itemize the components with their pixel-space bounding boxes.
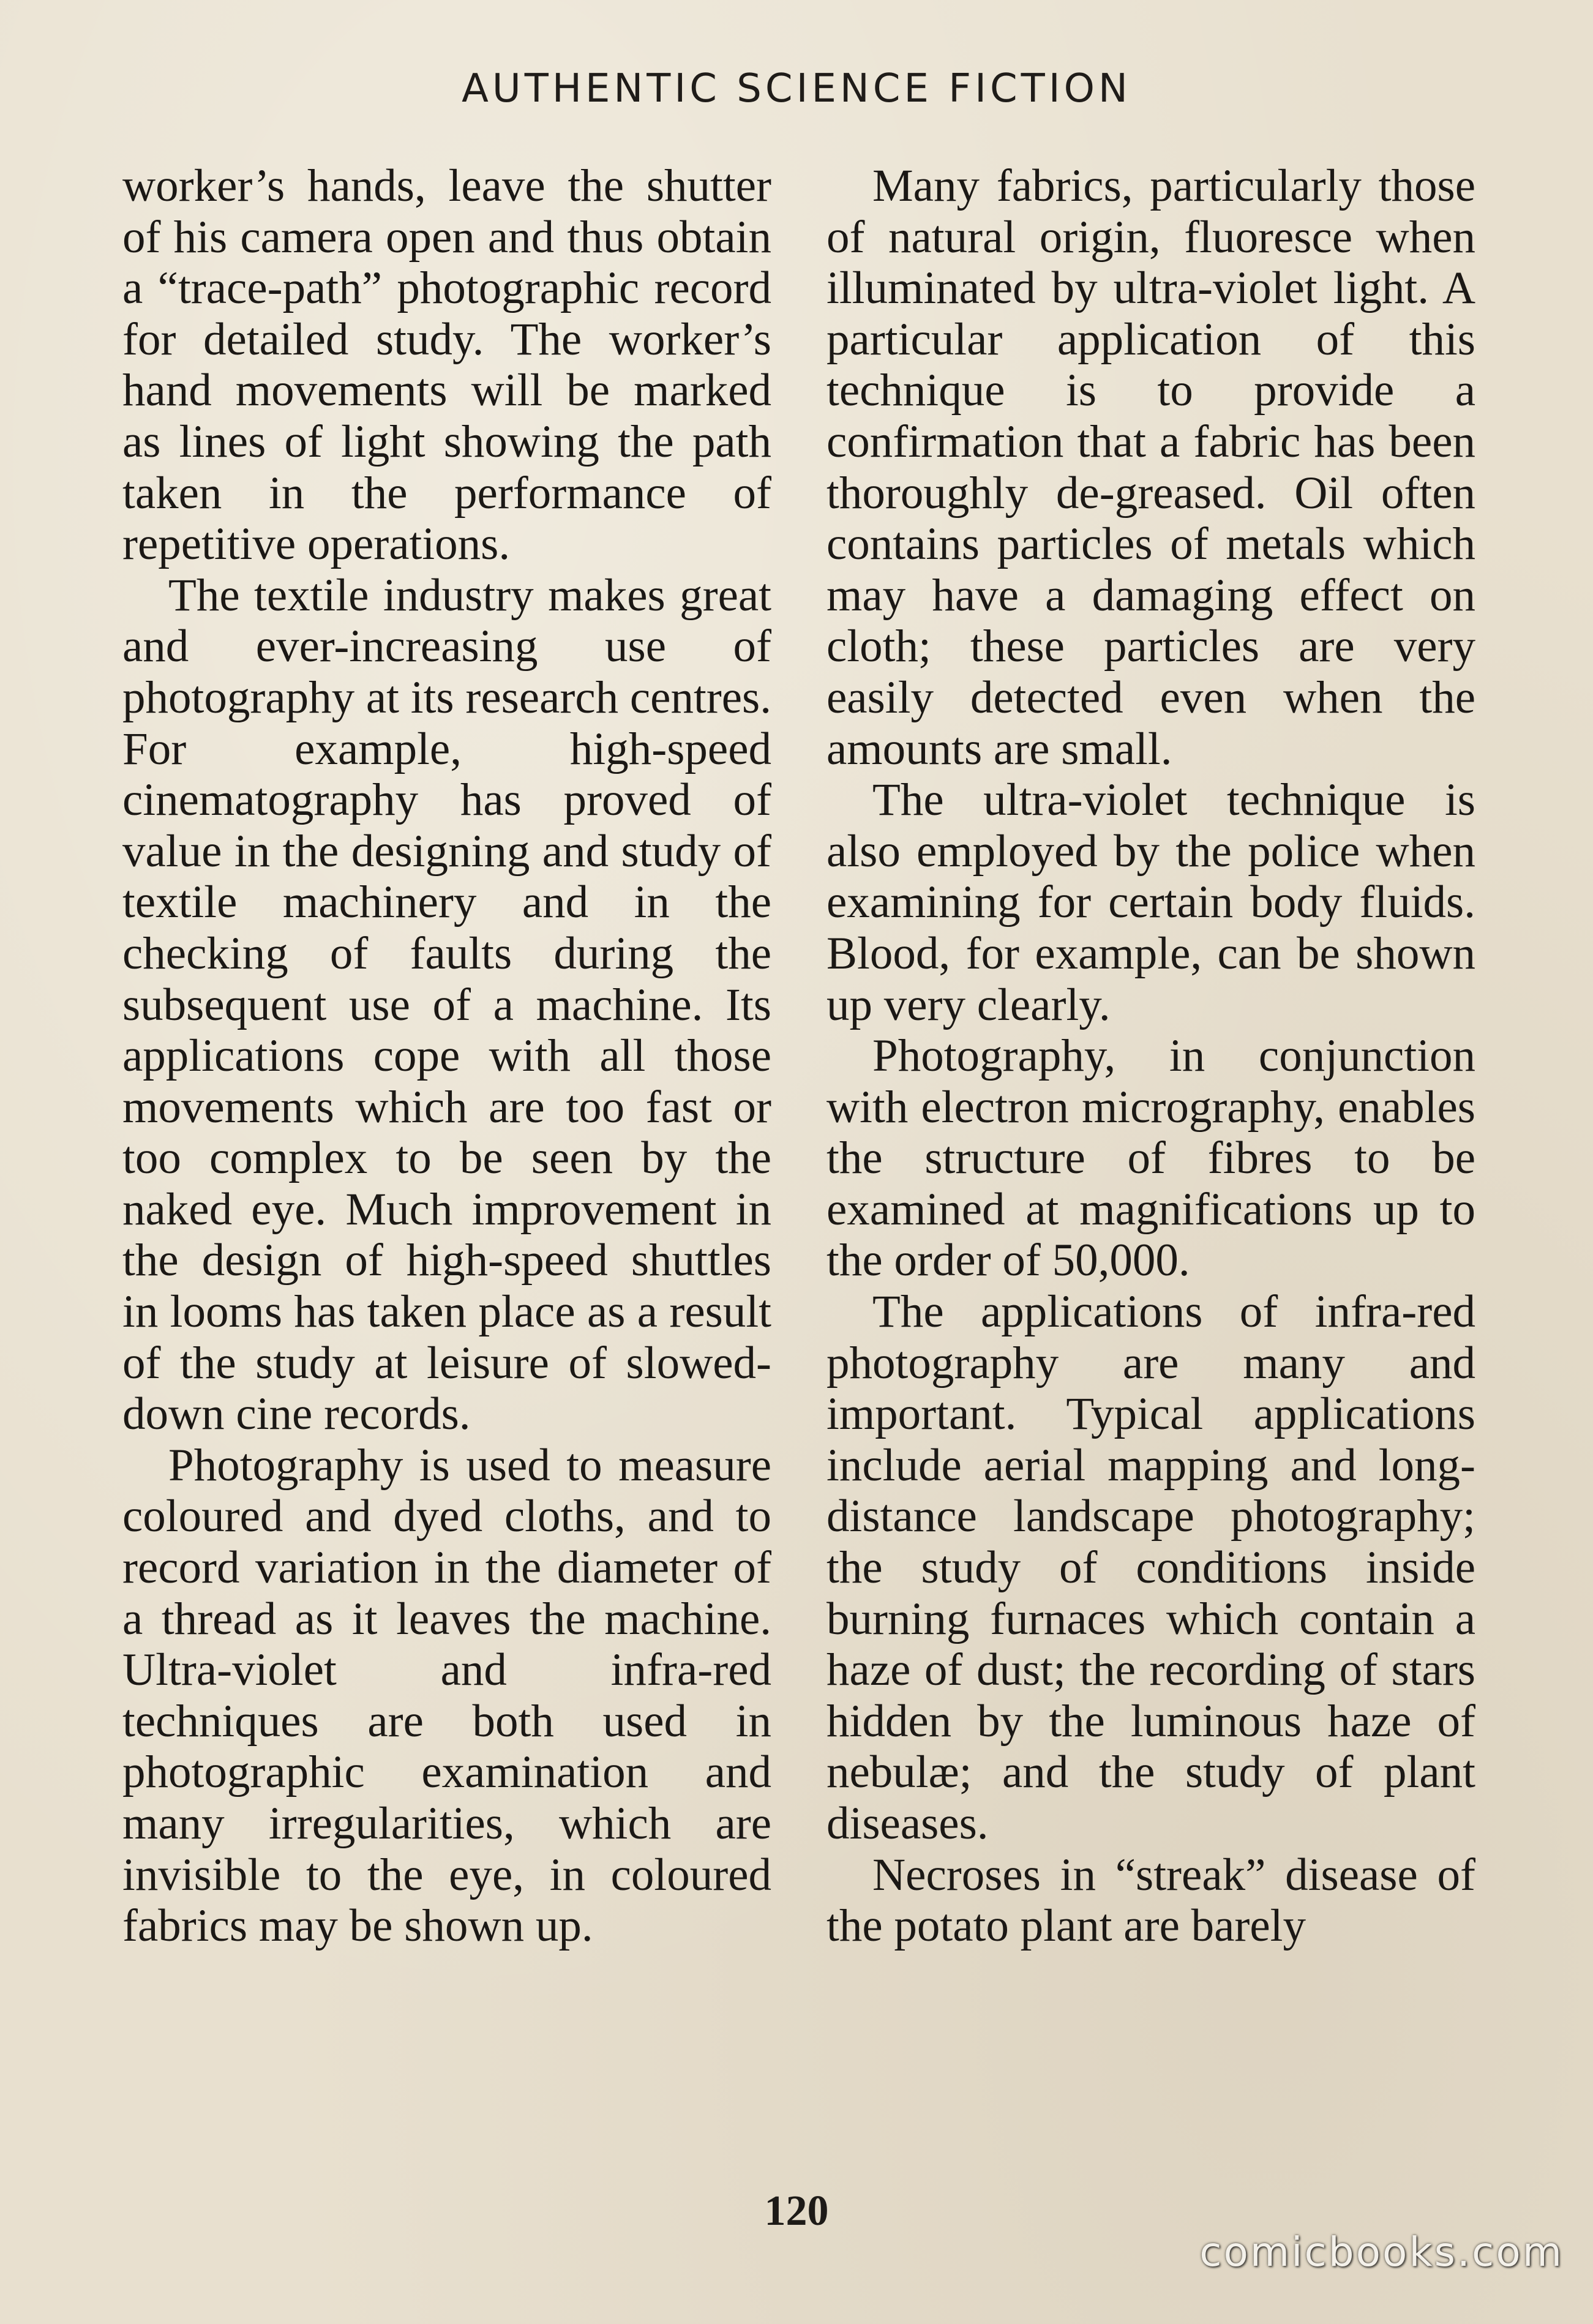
paragraph: The applications of infra-red photography are many and important. Typical applications include aerial mapping and long-distance landscape photography; the study of conditions inside burning furnaces which contain a haze of dust; the recording of stars hidden by the luminous haze of nebulæ; and the study of plant diseases. (826, 1286, 1475, 1849)
right-column (826, 160, 1475, 1952)
page-number: 120 (764, 2187, 829, 2235)
watermark: comicbooks.com (1199, 2228, 1564, 2276)
left-column (122, 160, 771, 1952)
paragraph: The textile industry makes great and ever-increasing use of photography at its research centres. For example, high-speed cinematography has proved of value in the designing and study of textile machinery and in the checking of faults during the subsequent use of a machine. Its applications cope with all those movements which are too fast or too complex to be seen by the naked eye. Much improvement in the design of high-speed shuttles in looms has taken place as a result of the study at leisure of slowed-down cine records. (122, 569, 771, 1440)
paragraph-continued: worker’s hands, leave the shutter of his camera open and thus obtain a “trace-path” photographic record for detailed study. The worker’s hand movements will be marked as lines of light showing the path taken in the performance of repetitive operations. (122, 160, 771, 570)
paragraph: Photography is used to measure coloured and dyed cloths, and to record variation in the diameter of a thread as it leaves the machine. Ultra-violet and infra-red techniques are both used in photographic examination and many irregularities, which are invisible to the eye, in coloured fabrics may be shown up. (122, 1439, 771, 1952)
running-head: AUTHENTIC SCIENCE FICTION (462, 66, 1131, 111)
paragraph: Many fabrics, particularly those of natural origin, fluoresce when illuminated by ultra-violet light. A particular application of this technique is to provide a confirmation that a fabric has been thoroughly de-greased. Oil often contains particles of metals which may have a damaging effect on cloth; these particles are very easily detected even when the amounts are small. (826, 160, 1475, 774)
paragraph: Necroses in “streak” disease of the potato plant are barely (826, 1849, 1475, 1952)
paragraph: The ultra-violet technique is also employed by the police when examining for certain body fluids. Blood, for example, can be shown up very clearly. (826, 774, 1475, 1030)
paragraph: Photography, in conjunction with electron micrography, enables the structure of fibres to be examined at magnifications up to the order of 50,000. (826, 1030, 1475, 1286)
